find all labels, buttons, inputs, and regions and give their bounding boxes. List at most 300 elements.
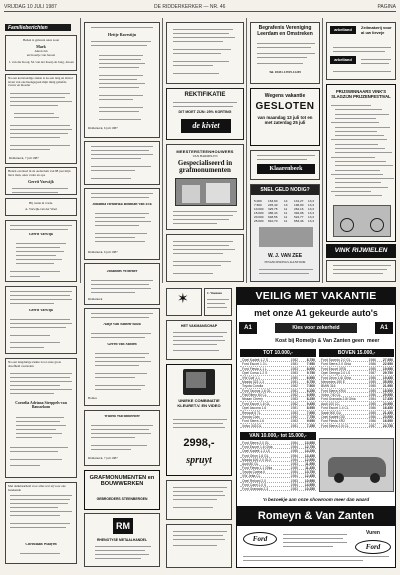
car-model: Ford Escort 1.6 GL (242, 401, 270, 406)
romeyn-title: Romeyn & Van Zanten (237, 506, 395, 526)
rate-cell: 15.000 (254, 211, 264, 215)
winner-line (331, 122, 379, 123)
notice-name: Aafje van Santen-Roza (103, 323, 141, 326)
car-price: 6.950 (306, 375, 315, 380)
car-price: 7.250 (306, 423, 315, 428)
car-model: Ford Orion 1.6i Ghia (321, 375, 351, 380)
mail-notice (204, 288, 232, 316)
winner-line (335, 144, 378, 145)
car-model: Ford Granada 2.8i Ghia (321, 397, 356, 402)
death-notice (84, 188, 160, 260)
car-year: 1986 (368, 414, 376, 419)
gravestone-photo (175, 178, 237, 206)
car-model: Toyota Carina II (242, 470, 266, 475)
ford-logo: Ford (243, 532, 277, 546)
car-year: 1983 (290, 371, 298, 376)
car-year: 1986 (368, 393, 376, 397)
car-price: 22.950 (382, 362, 393, 367)
death-notice (5, 167, 77, 195)
car-row (240, 487, 316, 491)
rate-cell: 14 (284, 199, 288, 203)
car-model: Nissan Cherry (242, 397, 263, 402)
notice-name: Gerrit Varwijk (28, 309, 54, 312)
car-model: Ford Sierra 2.0 Ghia (321, 362, 351, 367)
winner-line (331, 139, 387, 140)
rate-cell: 5.000 (254, 199, 262, 203)
car-price: 21.950 (382, 384, 393, 389)
rate-cell: 131,27 (294, 199, 304, 203)
notice-signature: Ridderkerk, 6 juli 1987 (88, 127, 118, 130)
car-year: 1982 (290, 401, 298, 406)
winner-line (335, 178, 394, 179)
metaalhandel-ad (84, 513, 160, 567)
winner-line (331, 157, 375, 158)
car-model: Ford Sierra XR4i (321, 388, 346, 393)
kies-zekerheid: Kies voor zekerheid (275, 323, 357, 333)
notice-name: Gerrit Varwijk (28, 233, 54, 236)
rate-cell: 10.000 (254, 207, 264, 211)
car-price: 19.950 (382, 366, 393, 371)
car-price: 14.250 (304, 449, 315, 454)
winner-line (335, 118, 376, 119)
car-year: 1982 (290, 414, 298, 419)
car-price: 16.450 (382, 406, 393, 411)
car-year: 1983 (290, 366, 298, 371)
death-notice (5, 286, 77, 354)
rate-cell: 653,46 (294, 219, 304, 223)
rektifikatie-line: DIT MOET ZIJN: 25% KORTING (178, 110, 232, 114)
a1-subtitle: met onze A1 gekeurde auto's (254, 308, 378, 318)
winner-line (335, 148, 385, 149)
car-model: Opel Ascona 1.6 (242, 406, 267, 411)
winner-line (335, 195, 382, 196)
rate-cell: 11 (284, 215, 288, 219)
car-model: Ford Sierra 2.0i CL (321, 423, 349, 428)
notice-line: Heden is geboren onze zoon (22, 39, 60, 42)
notice-signature: J. van der Kooij, M. van der Kooij-de Jong, Jeroen (9, 61, 74, 64)
gesloten-title: GESLOTEN (255, 101, 315, 112)
steenhouwers-headline: Gespecialiseerd in grafmonumenten (177, 159, 233, 175)
gesloten-dates: van maandag 13 juli tot en met zaterdag 25 juli (257, 115, 313, 126)
car-model: Opel Rekord 2.0 (242, 478, 267, 483)
car-year: 1984 (290, 445, 298, 450)
car-model: Mercedes 190 E (321, 379, 346, 384)
car-year: 1984 (290, 474, 298, 479)
car-price: 7.950 (306, 362, 315, 367)
car-price: 9.950 (306, 419, 315, 424)
car-model: Ford Escort XR3i (321, 366, 347, 371)
notice-name: Hettje Ravestijn (108, 33, 136, 37)
notice-name: Mark (36, 45, 46, 49)
car-price: 11.950 (305, 461, 315, 466)
small-notice (166, 22, 244, 84)
car-model: Toyota Corolla (242, 384, 264, 389)
rate-cell: 13,3 (308, 207, 315, 211)
rate-cell: 11 (284, 207, 288, 211)
notice-name: Johannes Wittener (106, 270, 138, 273)
car-year: 1985 (368, 401, 376, 406)
car-model: Ford Orion 1.6 GL (242, 453, 269, 458)
car-year: 1983 (290, 478, 298, 483)
rate-cell: 20.000 (254, 215, 264, 219)
rektifikatie-ad (166, 88, 244, 140)
car-price: 27.950 (382, 358, 393, 362)
car-year: 1982 (290, 393, 298, 397)
car-year: 1985 (368, 366, 376, 371)
car-price: 13.750 (304, 470, 315, 475)
rate-cell: 392,08 (294, 211, 304, 215)
notice-signature: Ridderkerk (88, 298, 103, 301)
rm-logo: RM (113, 518, 133, 534)
car-model: Renault 5 TL (242, 410, 261, 415)
car-model: Volvo 740 GL (321, 393, 341, 397)
car-price: 24.750 (382, 423, 393, 428)
notice-signature: Ridderkerk, 7 juli 1987 (9, 157, 39, 160)
car-price: 18.950 (382, 388, 393, 393)
header-paper: DE RIDDERKERKER — NR. 46 (154, 4, 226, 10)
car-photo (319, 438, 394, 492)
rate-cell: 245,40 (268, 203, 278, 207)
death-notice (84, 308, 160, 406)
car-price: 12.750 (304, 445, 315, 450)
car-year: 1984 (368, 397, 376, 402)
car-model: Opel Kadett GSi (321, 414, 345, 419)
vakmanschap-ad (166, 320, 232, 360)
car-year: 1981 (290, 379, 298, 384)
notice-text: Na een langdurige ziekte is tot onze grote droefheid overleden (8, 361, 62, 368)
car-year: 1984 (290, 470, 298, 475)
notice-signature: Ridderkerk, 6 juli 1987 (88, 251, 118, 254)
car-model: Opel Corsa 1.2 S (242, 371, 268, 376)
notice-text: Na een kortstondige ziekte is na een lang en zinvol leven van ons heengegaan mijn innig geliefde vrouw en moeder (8, 77, 73, 88)
steenhouwers-sub: VAN HARMELEN (192, 155, 218, 158)
car-year: 1986 (368, 375, 376, 380)
car-model: Mazda 626 2.0 GLX (242, 457, 272, 462)
column-rule (246, 18, 247, 283)
death-notice (5, 220, 77, 282)
death-notice (84, 141, 160, 185)
car-year: 1984 (290, 441, 298, 445)
winner-line (331, 174, 383, 175)
car-price: 7.500 (306, 384, 315, 389)
car-list-right (319, 358, 394, 428)
rate-cell: 13,3 (308, 199, 315, 203)
car-price: 8.250 (306, 397, 315, 402)
car-model: Opel Kadett 1.3 LS (242, 449, 270, 454)
car-price: 10.250 (304, 486, 315, 491)
rate-cell: 13,3 (308, 211, 315, 215)
notice-name: Gerrit van Santen (107, 343, 137, 346)
arkelland-logo: arkelland (330, 56, 356, 64)
car-price: 8.950 (306, 406, 315, 411)
winner-line (335, 182, 381, 183)
car-year: 1986 (368, 406, 376, 411)
car-price: 6.950 (306, 393, 315, 397)
winner-line (331, 191, 371, 192)
car-price: 29.950 (382, 393, 393, 397)
notice-signature: Ridderkerk, 7 juli 1987 (88, 457, 118, 460)
car-price: 7.950 (306, 410, 315, 415)
winner-line (335, 165, 393, 166)
death-notice (84, 263, 160, 305)
winner-line (335, 152, 392, 153)
rate-table (254, 199, 316, 223)
car-year: 1987 (368, 371, 376, 376)
car-year: 1984 (290, 482, 298, 487)
car-year: 1985 (368, 410, 376, 415)
car-year: 1986 (368, 358, 376, 362)
showroom-line: 'n bezoekje aan onze showroom meer dan waard (262, 497, 370, 502)
bicycle-photo (333, 205, 391, 237)
car-price: 19.450 (382, 375, 393, 380)
vuren-place: Vuren (366, 530, 380, 536)
car-year: 1983 (290, 486, 298, 491)
rate-cell: 196,90 (294, 203, 304, 207)
car-model: Fiat Ritmo 60 CL (242, 393, 267, 397)
car-model: Saab 900 GLi (321, 410, 342, 415)
metaalhandel-name: RHENOTYSE METAALHANDEL (96, 538, 148, 542)
birth-notice (5, 35, 77, 71)
car-model: VW Jetta CL (242, 474, 261, 479)
rate-cell: 11 (284, 211, 288, 215)
meer-word: meer (367, 338, 380, 344)
a1-badge: A1 (239, 322, 257, 334)
car-year: 1986 (368, 362, 376, 367)
klaarenbeek-ad (250, 150, 320, 180)
car-price: 9.450 (306, 401, 315, 406)
geld-nodig-ad (250, 184, 320, 282)
geld-title: SNEL GELD NODIG? (251, 185, 319, 195)
rate-cell: 11 (284, 219, 288, 223)
car-year: 1981 (290, 406, 298, 411)
vakmanschap-title: HET VAKMANSCHAP (180, 324, 218, 328)
car-price: 6.250 (306, 388, 315, 393)
rektifikatie-title: REKTIFIKATIE (184, 92, 226, 98)
car-model: Ford Scorpio 2.0 GL (321, 358, 351, 362)
car-year: 1983 (290, 419, 298, 424)
winner-line (335, 187, 388, 188)
car-model: Ford Escort 1.6 Ghia (242, 445, 273, 450)
death-notice (5, 358, 77, 478)
header-page: PAGINA (377, 4, 396, 10)
rate-cell: 13,3 (308, 219, 315, 223)
header-date: VRIJDAG 10 JULI 1987 (4, 4, 57, 10)
car-price: 9.750 (306, 371, 315, 376)
car-year: 1985 (290, 449, 298, 454)
notice-name: Johanna Hendrika Bouman-van Eck (92, 203, 152, 206)
car-price: 7.750 (306, 414, 315, 419)
notice-name: Christiaan Waayen (25, 543, 57, 546)
car-year: 1984 (290, 457, 298, 462)
arkelland-slogan: Zeilmakerij voor al uw lieveje (361, 25, 392, 35)
car-year: 1982 (290, 384, 298, 389)
notice-text: Hij rustte in vrede. (29, 202, 53, 205)
financiering-sub: FINANCIERINGS-KANTOOR (264, 261, 306, 264)
grafmonumenten-ad (84, 470, 160, 510)
steenhouwers-title: MEESTERSTEENHOUWERS (176, 149, 234, 154)
rate-cell: 810,70 (268, 219, 278, 223)
car-model: Ford Escort 1.4 CL (321, 406, 349, 411)
car-model: Ford Granada 2.3 (242, 486, 269, 491)
van-header: VAN 10.000,- tot 15.000,- (240, 432, 316, 440)
begrafenis-title: Begrafenis Vereniging Leerdam en Omstreken (257, 25, 313, 37)
car-row (240, 424, 316, 428)
rate-cell: 163,60 (268, 199, 278, 203)
winner-line (335, 135, 384, 136)
ford-logo: Ford (355, 540, 391, 554)
rate-cell: 13,3 (308, 215, 315, 219)
car-price: 24.950 (382, 401, 393, 406)
car-model: Ford Sierra 2.0 GL (242, 441, 270, 445)
prijswinnaars-title: PRIJSWINNAARS VINK'S SLAGZIJN PRIJZENFESTIVAL (331, 89, 391, 99)
car-model: Ford Escort 1.3 L (242, 362, 268, 367)
rate-cell: 7.500 (254, 203, 262, 207)
car-price: 23.950 (382, 414, 393, 419)
car-price: 14.950 (304, 482, 315, 487)
car-model: Ford Capri 2.0 S (242, 482, 267, 487)
rate-cell: 486,43 (268, 211, 278, 215)
grafmonumenten-steenhouwers-ad (166, 144, 244, 230)
begrafenis-phone: Tel. 03451-13919-12249 (269, 71, 301, 74)
car-list-left (240, 358, 316, 428)
car-year: 1983 (290, 410, 298, 415)
car-year: 1984 (290, 453, 298, 458)
car-price: 12.950 (304, 457, 315, 462)
car-model: Opel Omega 2.0 LS (321, 371, 351, 376)
winner-line (335, 131, 377, 132)
prijswinnaars-ad (326, 84, 396, 242)
small-notice (166, 480, 232, 520)
rate-cell: 648,56 (268, 215, 278, 219)
column-rule (80, 18, 81, 283)
veilig-vakantie-title: VEILIG MET VAKANTIE (237, 288, 395, 305)
column-rule (322, 18, 323, 283)
tot-header: TOT 10.000,- (240, 349, 316, 357)
car-model: BMW 316 (321, 384, 336, 389)
begrafenis-ad (250, 22, 320, 84)
rate-cell: 13,3 (308, 203, 315, 207)
winner-line (335, 114, 389, 115)
boven-header: BOVEN 15.000,- (319, 349, 394, 357)
car-price: 13.950 (304, 441, 315, 445)
car-price: 8.750 (306, 358, 315, 362)
arkelland-ad (326, 22, 396, 80)
kost-line: Kost bij Romeijn & Van Zanten geen (275, 338, 364, 344)
winner-line (335, 127, 390, 128)
a1-badge: A1 (375, 322, 393, 334)
notice-name: Gerrit Varwijk (28, 180, 54, 184)
mail-name: C. Waemans (207, 292, 223, 295)
star-icon: ✶ (177, 292, 189, 307)
klaarenbeek-logo: Klaarenbeek (257, 164, 315, 174)
car-list-mid (240, 441, 316, 491)
car-model: Ford Fiesta 1.1 Ghia (242, 466, 273, 470)
car-year: 1985 (368, 388, 376, 393)
car-model: Mazda 323 1.3 (242, 379, 264, 384)
car-model: Ford Taunus 1.6 GL (242, 388, 272, 393)
car-price: 6.750 (306, 379, 315, 384)
car-year: 1983 (290, 397, 298, 402)
car-year: 1981 (290, 423, 298, 428)
car-year: 1985 (368, 384, 376, 389)
vink-banner: VINK RIJWIELEN (326, 244, 396, 258)
notice-line: Anton Jan (34, 50, 48, 53)
de-kiviet-logo: de kiviet (181, 119, 231, 133)
notice-line: en broertje van Jeroen (26, 54, 56, 57)
car-row (319, 424, 394, 428)
car-year: 1986 (368, 419, 376, 424)
spruyt-logo: spruyt (186, 455, 212, 466)
rate-cell: 13 (284, 203, 288, 207)
tv-headline: UNIEKE COMBINATIE KLEURET.V. EN VIDEO (177, 398, 221, 408)
car-year: 1981 (290, 362, 298, 367)
familieberichten-banner: Familieberichten (5, 24, 71, 31)
car-price: 16.950 (382, 419, 393, 424)
wegens-vakantie: Wegens vakantie (264, 93, 306, 99)
page-header (4, 3, 396, 12)
car-model: Audi 80 GL (242, 461, 259, 466)
car-year: 1982 (290, 358, 298, 362)
car-price: 10.950 (304, 478, 315, 483)
winner-line (335, 109, 382, 110)
car-year: 1985 (290, 466, 298, 470)
car-model: Ford Fiesta 1.1 L (242, 366, 267, 371)
rate-cell: 262,16 (294, 207, 304, 211)
car-year: 1981 (290, 388, 298, 393)
car-price: 21.450 (382, 410, 393, 415)
car-model: Ford Fiesta XR2 (321, 419, 346, 424)
grafmonumenten-title: GRAFMONUMENTEN en BOUWWERKEN (89, 475, 155, 487)
stones-photo (259, 227, 313, 247)
car-year: 1980 (290, 375, 298, 380)
notice-signature: A. Varwijk-van der Waal (25, 208, 57, 211)
car-price: 17.450 (382, 397, 393, 402)
car-price: 29.750 (382, 371, 393, 376)
car-model: Audi 100 CC (321, 401, 340, 406)
death-notice (5, 198, 77, 216)
winner-line (331, 105, 371, 106)
grafmonumenten-sub: GEBROEDERS STEENBERGEN (96, 497, 148, 501)
rate-cell: 25.000 (254, 219, 264, 223)
rate-cell: 522,77 (294, 215, 304, 219)
death-notice (84, 410, 160, 466)
car-model: Opel Kadett 1.2 S (242, 358, 269, 362)
notice-text: Heden overleed in de ouderdom van 88 jaar mijn lieve man, onze vader en opa (8, 170, 71, 177)
death-notice (5, 482, 77, 564)
notice-name: Cornelia Adriana Streppels-van Baussekom (15, 401, 67, 410)
small-notice (166, 234, 244, 282)
financiering-name: W. J. VAN ZEE (267, 253, 303, 259)
car-price: 12.450 (304, 474, 315, 479)
car-price: 8.950 (306, 366, 315, 371)
notice-signature: Bolnes (88, 397, 97, 400)
tv-photo (183, 369, 215, 395)
car-price: 13.450 (304, 453, 315, 458)
death-notice (5, 74, 77, 164)
small-notice (166, 524, 232, 568)
car-model: VW Golf 1.1 (242, 375, 260, 380)
car-year: 1985 (368, 379, 376, 384)
rate-cell: 325,75 (268, 207, 278, 211)
car-model: Honda Civic (242, 414, 260, 419)
column-rule (162, 18, 163, 283)
winner-line (335, 170, 380, 171)
romeyn-car-ad (236, 287, 396, 568)
car-model: Ford Sierra 1.6 (242, 419, 264, 424)
car-price: 11.450 (305, 466, 315, 470)
notice-name: Willem Wachtmeester (104, 415, 140, 418)
star-ad (166, 288, 202, 316)
